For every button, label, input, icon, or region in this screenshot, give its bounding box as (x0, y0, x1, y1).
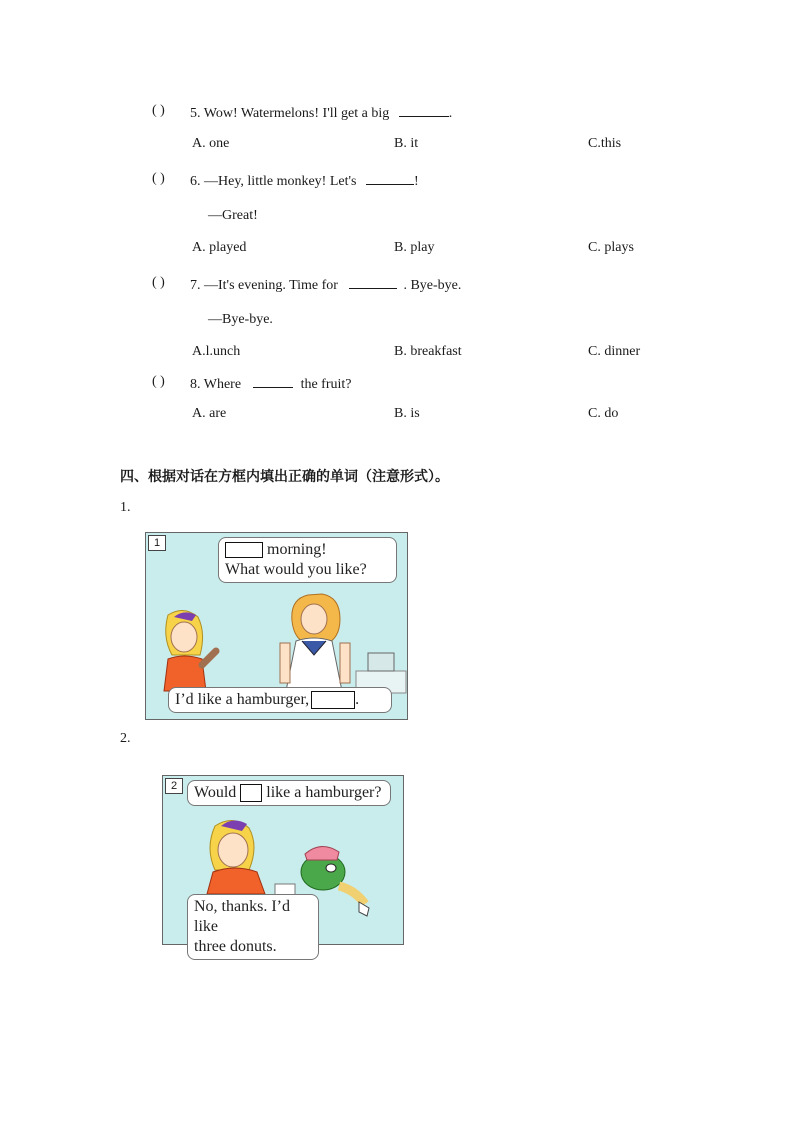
bubble-text: I’d like a hamburger, (175, 691, 310, 708)
question-8-stem (190, 375, 351, 393)
picture-panel-2 (162, 775, 404, 955)
option-a: A.l.unch (192, 344, 241, 359)
item-label-2: 2. (120, 731, 131, 746)
question-text: —It's evening. Time for (204, 278, 338, 293)
bubble-text: No, thanks. I’d like (194, 898, 290, 935)
question-5-stem (190, 104, 452, 122)
question-number: 8. (190, 377, 201, 392)
speech-bubble-top (218, 537, 397, 583)
speech-bubble-top (187, 780, 391, 806)
bubble-text: morning! (267, 541, 327, 558)
answer-box[interactable] (240, 784, 262, 802)
bubble-text-end: . (355, 691, 360, 708)
picture-panel-1 (145, 532, 408, 720)
question-number: 5. (190, 106, 201, 121)
question-7-stem (190, 276, 461, 294)
answer-box[interactable] (225, 542, 263, 558)
question-text: Where (203, 377, 242, 392)
option-c: C. plays (588, 240, 634, 255)
question-text-end: the fruit? (300, 377, 352, 392)
question-number: 7. (190, 278, 201, 293)
answer-paren-7[interactable]: ( ) (152, 275, 165, 290)
cash-register-shape (368, 653, 394, 671)
option-c: C.this (588, 136, 622, 151)
option-a: A. one (192, 136, 230, 151)
question-text-end: ! (413, 174, 419, 189)
question-7-reply: —Bye-bye. (208, 312, 273, 327)
item-label-1: 1. (120, 500, 131, 515)
speech-bubble-bottom (187, 894, 319, 960)
option-c: C. do (588, 406, 619, 421)
fill-blank[interactable] (399, 104, 449, 117)
option-b: B. breakfast (394, 344, 462, 359)
bubble-text: What would you like? (225, 561, 367, 578)
speech-bubble-bottom (168, 687, 392, 713)
answer-paren-8[interactable]: ( ) (152, 374, 165, 389)
option-a: A. are (192, 406, 227, 421)
bubble-text: three donuts. (194, 938, 277, 955)
option-b: B. is (394, 406, 420, 421)
panel-number: 1 (148, 535, 166, 551)
answer-box[interactable] (311, 691, 355, 709)
question-6-stem (190, 172, 419, 190)
option-a: A. played (192, 240, 247, 255)
question-text-end: . Bye-bye. (403, 278, 462, 293)
fill-blank[interactable] (253, 375, 293, 388)
option-c: C. dinner (588, 344, 641, 359)
section-title: 四、根据对话在方框内填出正确的单词（注意形式）。 (120, 469, 449, 485)
option-b: B. it (394, 136, 419, 151)
question-text-end: . (448, 106, 453, 121)
panel-number: 2 (165, 778, 183, 794)
bubble-text: Would (194, 784, 237, 801)
option-b: B. play (394, 240, 435, 255)
answer-paren-5[interactable]: ( ) (152, 103, 165, 118)
question-text: —Hey, little monkey! Let's (204, 174, 357, 189)
bubble-text-end: like a hamburger? (266, 784, 382, 801)
question-text: Wow! Watermelons! I'll get a big (203, 106, 390, 121)
question-number: 6. (190, 174, 201, 189)
fill-blank[interactable] (349, 276, 397, 289)
answer-paren-6[interactable]: ( ) (152, 171, 165, 186)
question-6-reply: —Great! (208, 208, 258, 223)
fill-blank[interactable] (366, 172, 414, 185)
